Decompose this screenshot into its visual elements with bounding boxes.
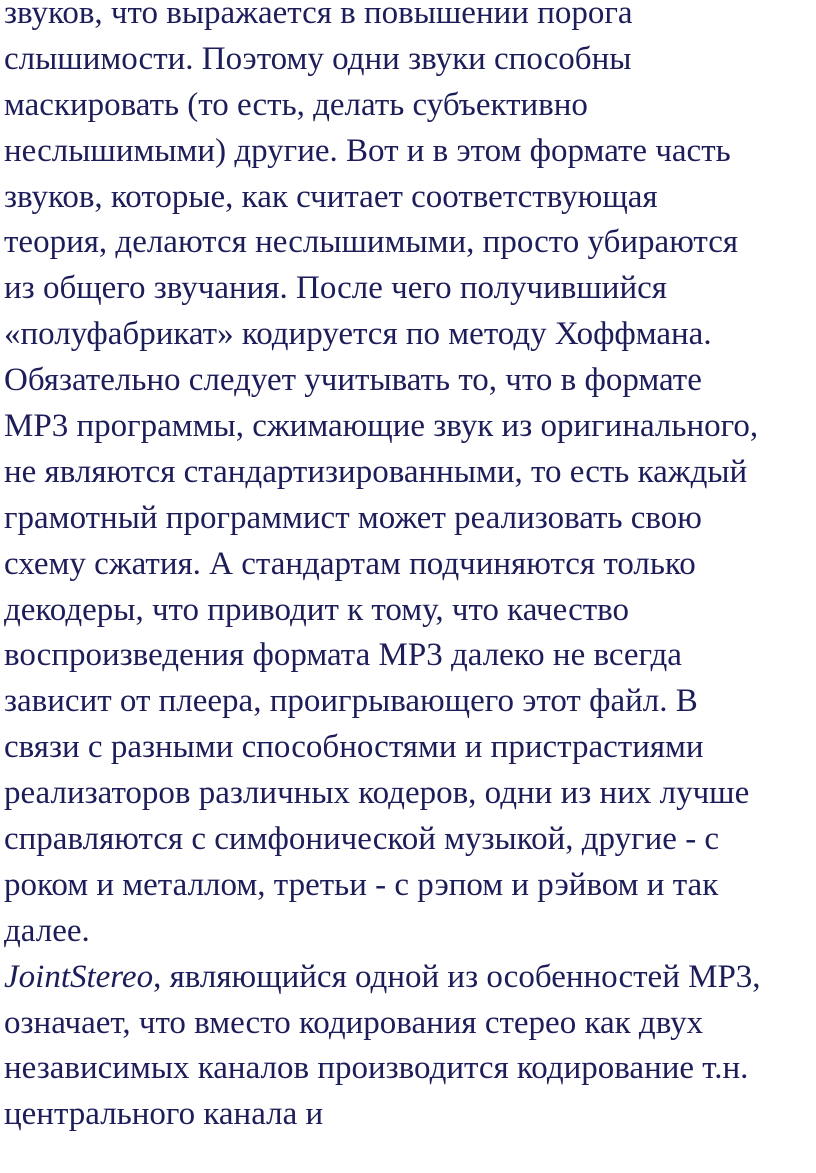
text-line: справляются с симфонической музыкой, другие - с [4, 821, 720, 858]
text-line: независимых каналов производится кодирование т.н. [4, 1050, 749, 1087]
text-line: не являются стандартизированными, то есть каждый [4, 453, 748, 490]
text-line: связи с разными способностями и пристрастиями [4, 729, 704, 766]
text-line: звуков, которые, как считает соответствующая [4, 178, 658, 215]
text-line: слышимости. Поэтому одни звуки способны [4, 40, 632, 77]
text-line: схему сжатия. А стандартам подчиняются только [4, 545, 696, 582]
text-line: означает, что вместо кодирования стерео как двух [4, 1004, 704, 1041]
text-line: грамотный программист может реализовать свою [4, 499, 702, 536]
document-body-text [4, 0, 816, 1138]
text-line: неслышимыми) другие. Вот и в этом формате часть [4, 132, 731, 169]
text-line-rest: , являющийся одной из особенностей MP3, [153, 958, 761, 995]
text-line: зависит от плеера, проигрывающего этот файл. В [4, 683, 698, 720]
text-line: Обязательно следует учитывать то, что в формате [4, 362, 702, 399]
text-line: реализаторов различных кодеров, одни из них лучше [4, 775, 750, 812]
jointstereo-term: JointStereo [4, 958, 154, 995]
text-line: маскировать (то есть, делать субъективно [4, 86, 588, 123]
text-line: роком и металлом, третьи - с рэпом и рэйвом и так [4, 866, 719, 903]
text-line: воспроизведения формата MP3 далеко не всегда [4, 637, 682, 674]
text-line [4, 955, 816, 1001]
text-line: далее. [4, 912, 90, 949]
text-line: теория, делаются неслышимыми, просто убираются [4, 224, 739, 261]
text-line: MP3 программы, сжимающие звук из оригинального, [4, 408, 759, 445]
text-line: звуков, что выражается в повышении порога [4, 0, 633, 31]
text-line: декодеры, что приводит к тому, что качество [4, 591, 630, 628]
text-line: из общего звучания. После чего получившийся [4, 270, 667, 307]
text-line: центрального канала и [4, 1096, 324, 1133]
text-line: «полуфабрикат» кодируется по методу Хоффмана. [4, 316, 712, 353]
